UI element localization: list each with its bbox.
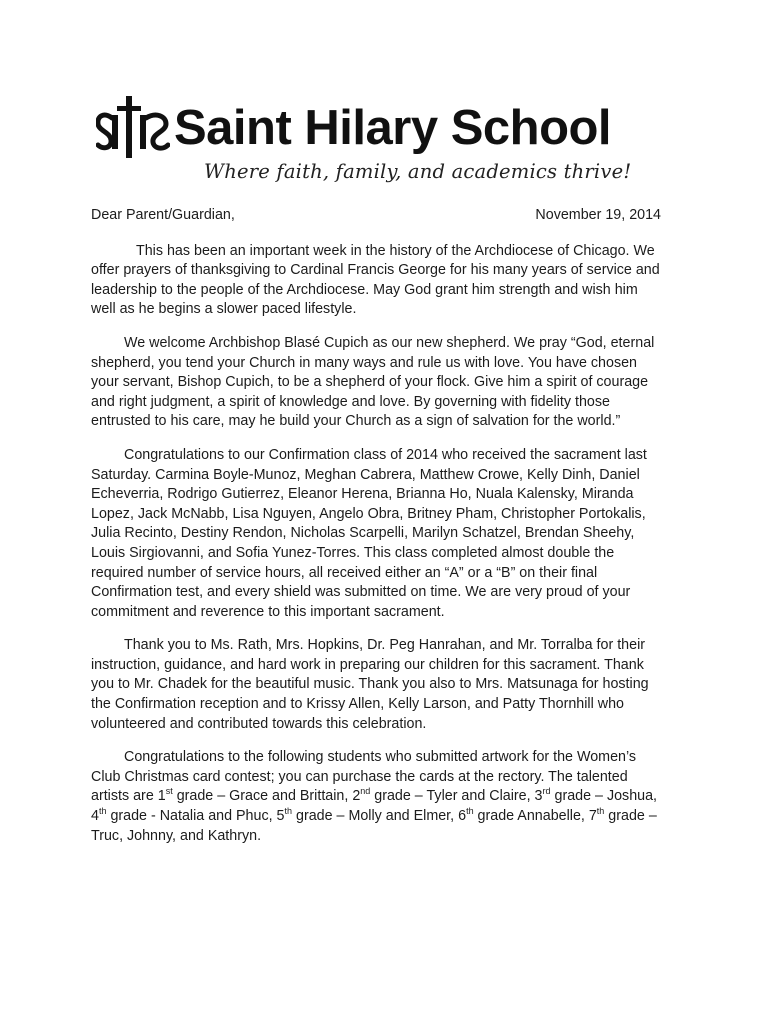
grade-4: 4th grade - Natalia and Phuc, xyxy=(91,806,277,825)
salutation: Dear Parent/Guardian, xyxy=(91,207,235,223)
paragraph-artwork xyxy=(91,748,663,846)
paragraph-thanks: Thank you to Ms. Rath, Mrs. Hopkins, Dr. Peg Hanrahan, and Mr. Torralba for their instruction, guidance, and hard work in preparing our children for this sacrament. Thank you to Mr. Chadek for the beautiful music. Thank you also to Mrs. Matsunaga for hosting the Confirmation reception and to Krissy Allen, Kelly Larson, and Patty Thornhill who volunteered and contributed towards this celebration. xyxy=(91,637,649,732)
grade-1: 1st grade – Grace and Brittain, xyxy=(157,786,353,805)
letter-body xyxy=(91,206,663,860)
letter-date: November 19, 2014 xyxy=(535,207,661,223)
grade-3: 3rd grade – Joshua, xyxy=(534,786,658,805)
school-monogram-logo xyxy=(96,96,170,158)
letterhead xyxy=(96,94,676,194)
paragraph-archdiocese: This has been an important week in the history of the Archdiocese of Chicago. We offer prayers of thanksgiving to Cardinal Francis George for his many years of service and leadership to the people of the Archdiocese. May God grant him strength and wish him well as he begins a slower paced lifestyle. xyxy=(91,242,660,318)
grade-7: 7th grade – Truc, Johnny, and Kathryn. xyxy=(91,806,657,844)
paragraph-confirmation: Congratulations to our Confirmation class of 2014 who received the sacrament last Saturday. Carmina Boyle-Munoz, Meghan Cabrera, Matthew Crowe, Kelly Dinh, Daniel Echeverria, Rodrigo Gutierrez, Eleanor Herena, Brianna Ho, Nuala Kalensky, Miranda Lopez, Jack McNabb, Lisa Nguyen, Angelo Obra, Britney Pham, Christopher Portokalis, Julia Recinto, Destiny Rendon, Nicholas Scarpelli, Marilyn Schatzel, Brendan Sheehy, Louis Sirgiovanni, and Sofia Yunez-Torres. This class completed almost double the required number of service hours, all received either an “A” or a “B” on their final Confirmation test, and every shield was submitted on time. We are very proud of your commitment and reverence to this important sacrament. xyxy=(91,446,647,620)
school-tagline: Where faith, family, and academics thrive! xyxy=(204,160,632,183)
salutation-row xyxy=(91,206,663,226)
artwork-intro: Congratulations to the following students who submitted artwork for the Women’s Club Christmas card contest; you can purchase the cards at the rectory. The talented artists are xyxy=(91,749,637,805)
school-name: Saint Hilary School xyxy=(174,101,612,155)
grade-2: 2nd grade – Tyler and Claire, xyxy=(352,786,535,805)
grade-6: 6th grade Annabelle, xyxy=(458,806,589,825)
paragraph-archbishop: We welcome Archbishop Blasé Cupich as our new shepherd. We pray “God, eternal shepherd, you tend your Church in many ways and rule us with love. You have chosen your servant, Bishop Cupich, to be a shepherd of your flock. Give him a spirit of courage and right judgment, a spirit of knowledge and love. By governing with fidelity those entrusted to his care, may he build your Church as a sign of salvation for the world.” xyxy=(91,334,655,430)
grade-5: 5th grade – Molly and Elmer, xyxy=(276,806,459,825)
